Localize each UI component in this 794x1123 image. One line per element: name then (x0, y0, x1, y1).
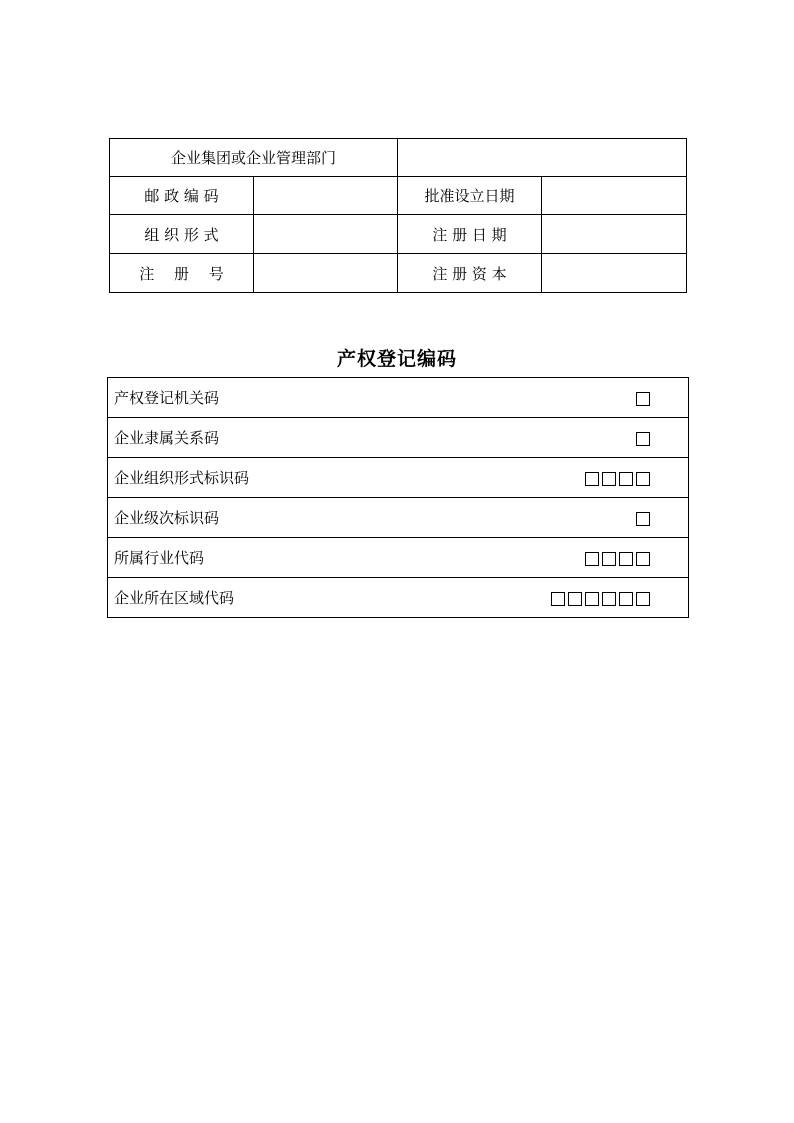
code-digit-box[interactable] (585, 592, 599, 606)
registered-capital-label: 注 册 资 本 (398, 254, 542, 293)
enterprise-group-label: 企业集团或企业管理部门 (110, 139, 398, 177)
code-label: 企业所在区域代码 (108, 578, 508, 618)
registration-number-value[interactable] (254, 254, 398, 293)
code-boxes (508, 538, 689, 578)
code-digit-box[interactable] (602, 472, 616, 486)
table-row (108, 418, 689, 458)
enterprise-group-value[interactable] (398, 139, 687, 177)
code-label: 所属行业代码 (108, 538, 508, 578)
code-digit-box[interactable] (619, 472, 633, 486)
registered-capital-value[interactable] (542, 254, 687, 293)
code-digit-box[interactable] (585, 552, 599, 566)
postal-code-label: 邮 政 编 码 (110, 177, 254, 215)
code-digit-box[interactable] (585, 472, 599, 486)
registration-date-value[interactable] (542, 215, 687, 254)
table-row (110, 254, 687, 293)
registration-code-table (107, 377, 689, 618)
code-boxes (508, 498, 689, 538)
organization-form-label: 组 织 形 式 (110, 215, 254, 254)
code-digit-box[interactable] (636, 392, 650, 406)
approval-date-label: 批准设立日期 (398, 177, 542, 215)
code-label: 企业隶属关系码 (108, 418, 508, 458)
table-row (110, 215, 687, 254)
code-boxes (508, 418, 689, 458)
enterprise-info-table (109, 138, 687, 293)
code-label: 企业组织形式标识码 (108, 458, 508, 498)
code-boxes (508, 578, 689, 618)
code-digit-box[interactable] (602, 592, 616, 606)
code-digit-box[interactable] (551, 592, 565, 606)
code-digit-box[interactable] (602, 552, 616, 566)
code-digit-box[interactable] (568, 592, 582, 606)
table-row (108, 578, 689, 618)
table-row (108, 378, 689, 418)
postal-code-value[interactable] (254, 177, 398, 215)
code-label: 企业级次标识码 (108, 498, 508, 538)
registration-date-label: 注 册 日 期 (398, 215, 542, 254)
code-label: 产权登记机关码 (108, 378, 508, 418)
code-digit-box[interactable] (636, 552, 650, 566)
table-row (110, 139, 687, 177)
approval-date-value[interactable] (542, 177, 687, 215)
table-row (108, 498, 689, 538)
table-row (108, 458, 689, 498)
code-digit-box[interactable] (619, 592, 633, 606)
table-row (108, 538, 689, 578)
code-digit-box[interactable] (636, 592, 650, 606)
code-boxes (508, 378, 689, 418)
code-digit-box[interactable] (636, 512, 650, 526)
table-row (110, 177, 687, 215)
code-digit-box[interactable] (636, 432, 650, 446)
code-digit-box[interactable] (619, 552, 633, 566)
code-digit-box[interactable] (636, 472, 650, 486)
organization-form-value[interactable] (254, 215, 398, 254)
registration-number-label: 注 册 号 (110, 254, 254, 293)
code-boxes (508, 458, 689, 498)
section-title: 产权登记编码 (336, 348, 457, 370)
